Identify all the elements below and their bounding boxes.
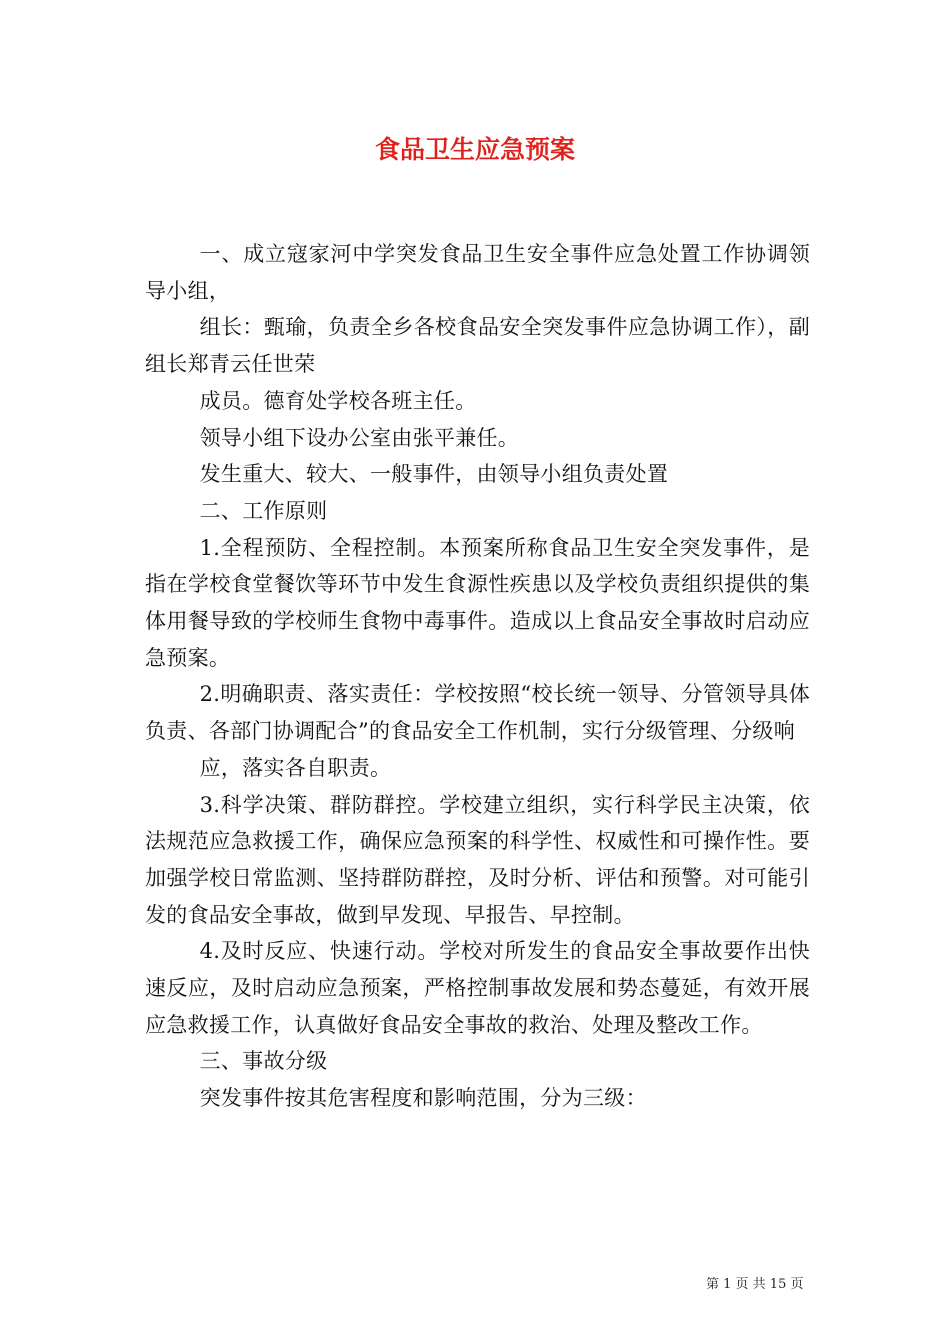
paragraph: 1.全程预防、全程控制。本预案所称食品卫生安全突发事件，是指在学校食堂餐饮等环节中发生食源性疾患以及学校负责组织提供的集体用餐导致的学校师生食物中毒事件。造成以上食品安全事故时启动应急预案。 <box>145 535 810 670</box>
page-footer: 第 1 页 共 15 页 <box>706 1277 804 1292</box>
paragraph: 一、成立寇家河中学突发食品卫生安全事件应急处置工作协调领导小组， <box>145 242 810 303</box>
paragraph: 3.科学决策、群防群控。学校建立组织，实行科学民主决策，依法规范应急救援工作，确保应急预案的科学性、权威性和可操作性。要加强学校日常监测、坚持群防群控，及时分析、评估和预警。对可能引发的食品安全事故，做到早发现、早报告、早控制。 <box>145 792 810 927</box>
section-heading: 三、事故分级 <box>199 1049 328 1074</box>
paragraph: 应，落实各自职责。 <box>199 755 392 780</box>
paragraph: 突发事件按其危害程度和影响范围，分为三级： <box>199 1086 647 1111</box>
paragraph: 2.明确职责、落实责任：学校按照“校长统一领导、分管领导具体负责、各部门协调配合”的食品安全工作机制，实行分级管理、分级响 <box>145 682 810 744</box>
paragraph: 发生重大、较大、一般事件，由领导小组负责处置 <box>199 462 669 487</box>
paragraph: 组长：甄瑜，负责全乡各校食品安全突发事件应急协调工作），副组长郑青云任世荣 <box>145 315 810 377</box>
paragraph: 成员。德育处学校各班主任。 <box>199 388 477 413</box>
document-body <box>145 236 810 1117</box>
section-heading: 二、工作原则 <box>199 498 328 523</box>
paragraph: 4.及时反应、快速行动。学校对所发生的食品安全事故要作出快速反应，及时启动应急预案，严格控制事故发展和势态蔓延，有效开展应急救援工作，认真做好食品安全事故的救治、处理及整改工作。 <box>145 939 810 1037</box>
paragraph: 领导小组下设办公室由张平兼任。 <box>199 425 520 450</box>
document-title: 食品卫生应急预案 <box>374 135 575 164</box>
